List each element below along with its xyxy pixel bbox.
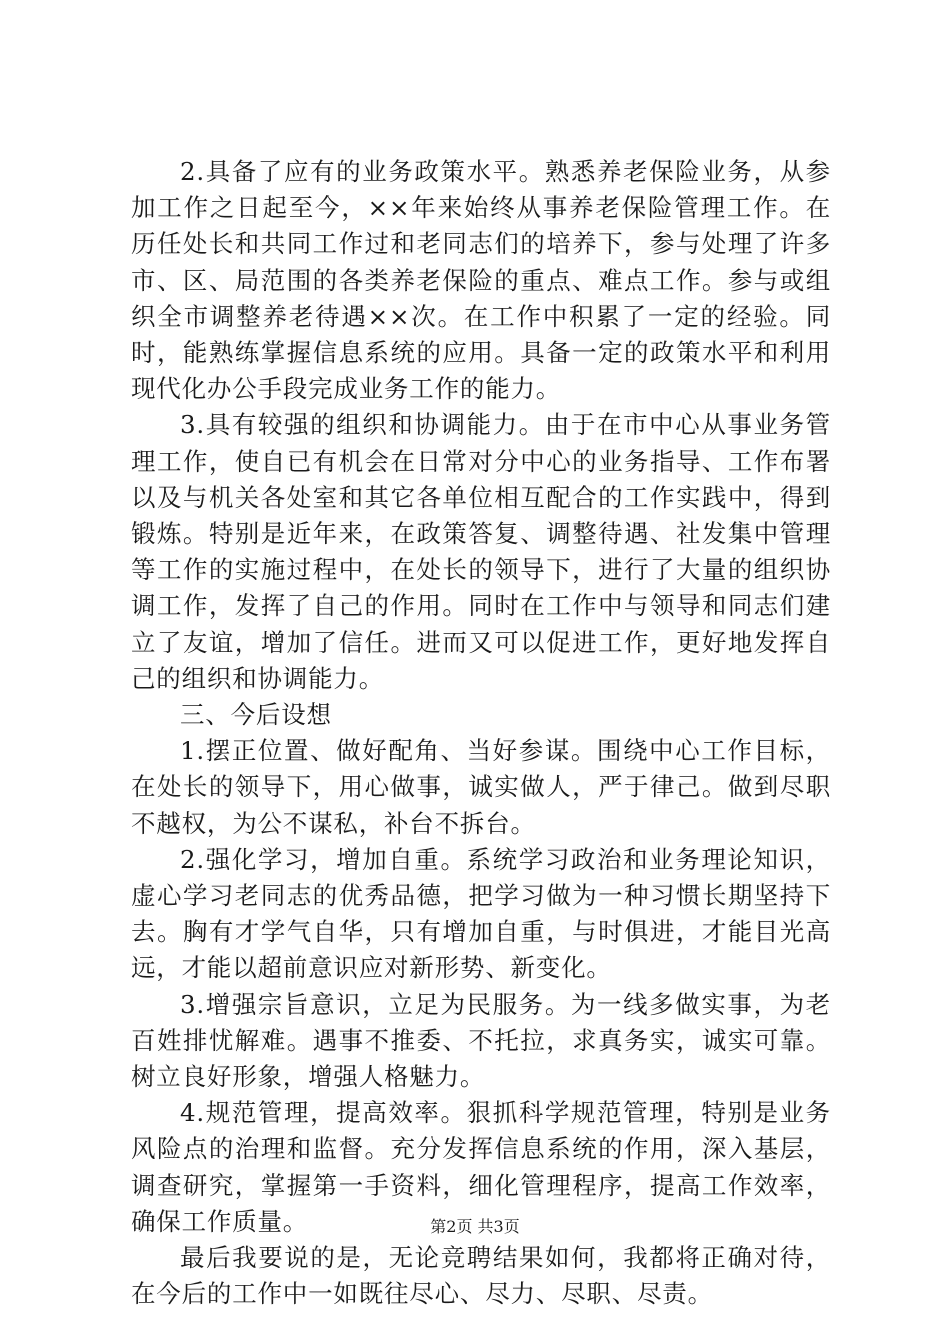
paragraph-plan-4: 4.规范管理，提高效率。狠抓科学规范管理，特别是业务风险点的治理和监督。充分发挥信息系统的作用，深入基层，调查研究，掌握第一手资料，细化管理程序，提高工作效率，确保工作质量。 [131,1098,831,1236]
paragraph-qualification-coordination: 3.具有较强的组织和协调能力。由于在市中心从事业务管理工作，使自已有机会在日常对分中心的业务指导、工作布署以及与机关各处室和其它各单位相互配合的工作实践中，得到锻炼。特别是近年来，在政策答复、调整待遇、社发集中管理等工作的实施过程中，在处长的领导下，进行了大量的组织协调工作，发挥了自己的作用。同时在工作中与领导和同志们建立了友谊，增加了信任。进而又可以促进工作，更好地发挥自己的组织和协调能力。 [131,410,831,693]
paragraph-qualification-policy: 2.具备了应有的业务政策水平。熟悉养老保险业务，从参加工作之日起至今，××年来始终从事养老保险管理工作。在历任处长和共同工作过和老同志们的培养下，参与处理了许多市、区、局范围的各类养老保险的重点、难点工作。参与或组织全市调整养老待遇××次。在工作中积累了一定的经验。同时，能熟练掌握信息系统的应用。具备一定的政策水平和利用现代化办公手段完成业务工作的能力。 [131,157,831,404]
page-footer: 第2页 共3页 [430,1217,520,1236]
paragraph-plan-3: 3.增强宗旨意识，立足为民服务。为一线多做实事，为老百姓排忧解难。遇事不推委、不托拉，求真务实，诚实可靠。树立良好形象，增强人格魅力。 [131,989,831,1092]
section-heading-future-plans: 三、今后设想 [180,700,332,730]
paragraph-closing: 最后我要说的是，无论竞聘结果如何，我都将正确对待，在今后的工作中一如既往尽心、尽力、尽职、尽责。 [131,1243,831,1309]
paragraph-plan-2: 2.强化学习，增加自重。系统学习政治和业务理论知识，虚心学习老同志的优秀品德，把学习做为一种习惯长期坚持下去。胸有才学气自华，只有增加自重，与时俱进，才能目光高远，才能以超前意识应对新形势、新变化。 [131,844,831,983]
document-body [131,154,831,1313]
paragraph-plan-1: 1.摆正位置、做好配角、当好参谋。围绕中心工作目标，在处长的领导下，用心做事，诚实做人，严于律己。做到尽职不越权，为公不谋私，补台不拆台。 [131,736,831,838]
